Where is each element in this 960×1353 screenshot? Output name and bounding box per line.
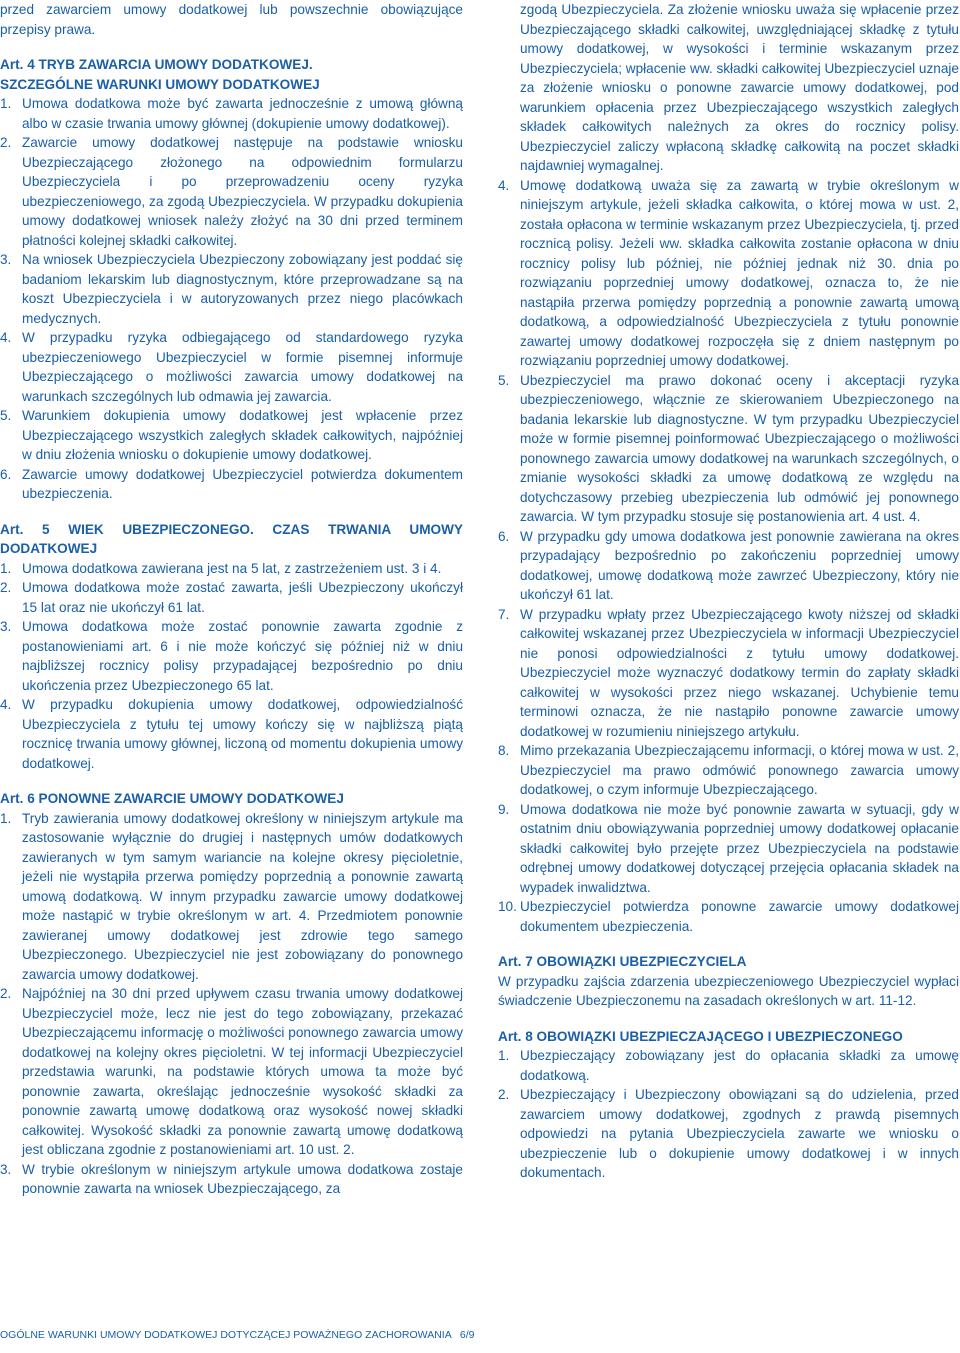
list-item — [498, 1046, 959, 1085]
list-item — [0, 328, 463, 406]
item-text: Na wniosek Ubezpieczyciela Ubezpieczony zobowiązany jest poddać się badaniom lekarskim lub diagnostycznym, które przeprowadzane są na koszt Ubezpieczyciela i w autoryzowanych przez niego placówkach medycznych. — [22, 252, 463, 326]
item-number: 6. — [0, 466, 12, 482]
list-item — [498, 371, 959, 527]
item-text: Tryb zawierania umowy dodatkowej określony w niniejszym artykule ma zastosowanie wyłącznie do drugiej i następnych umów dodatkowych zawieranych w tym samym wariancie na kolejne okresy pięcioletnie, jeżeli nie wystąpiła przerwa pomiędzy poprzednią a ponownie zawartą umową dodatkową. W innym przypadku zawarcie umowy dodatkowej może nastąpić w trybie określonym w art. 4. Przedmiotem ponownie zawieranej umowy dodatkowej jest zdrowie tego samego Ubezpieczonego. Ubezpieczyciel nie jest zobowiązany do ponownego zawarcia umowy dodatkowej. — [22, 810, 463, 982]
item-number: 1. — [498, 1048, 510, 1063]
item-number: 5. — [498, 372, 510, 388]
list-item — [0, 809, 463, 985]
item-number: 2. — [498, 1087, 510, 1102]
article-4-list — [0, 94, 463, 504]
item-number: 1. — [0, 560, 12, 576]
article-7 — [498, 952, 959, 1011]
item-number: 10. — [498, 899, 517, 914]
item-text: Ubezpieczyciel potwierdza ponowne zawarcie umowy dodatkowej dokumentem ubezpieczenia. — [520, 899, 959, 934]
item-text: W przypadku gdy umowa dodatkowa jest ponownie zawierana na okres przypadający bezpośrednio po zakończeniu poprzedniej umowy dodatkowej, umowę dodatkową może zawrzeć Ubezpieczony, który nie ukończył 61 lat. — [520, 528, 959, 602]
list-item — [0, 465, 463, 504]
item-number: 4. — [0, 697, 12, 712]
item-number: 8. — [498, 743, 510, 758]
item-text: W przypadku wpłaty przez Ubezpieczającego kwoty niższej od składki całkowitej wskazanej przez Ubezpieczyciela w informacji Ubezpieczyciel nie ponosi odpowiedzialności z tytułu umowy dodatkowej. Ubezpieczyciel może wyznaczyć dodatkowy termin do zapłaty składki całkowitej w wysokości przez niego wskazanej. Uchybienie temu terminowi oznacza, że nie nastąpiło ponowne zawarcie umowy dodatkowej w rozumieniu niniejszego artykułu. — [520, 606, 959, 739]
article-4-heading: Art. 4 TRYB ZAWARCIA UMOWY DODATKOWEJ. — [0, 57, 313, 72]
list-item — [0, 94, 463, 133]
item-text: zgodą Ubezpieczyciela. Za złożenie wniosku uważa się wpłacenie przez Ubezpieczającego składki całkowitej, uwzględniającej składkę z tytułu umowy dodatkowej, w wysokości i terminie wskazanym przez Ubezpieczyciela; wpłacenie ww. składki całkowitej Ubezpieczyciel uznaje za złożenie wniosku o ponowne zawarcie umowy dodatkowej, pod warunkiem opłacenia przez Ubezpieczającego wszystkich zaległych składek całkowitych należnych za okres do rocznicy polisy. Ubezpieczyciel zaliczy wpłaconą składkę całkowitą na poczet składki najdawniej wymagalnej. — [520, 2, 959, 173]
article-5-list — [0, 559, 463, 774]
item-number: 1. — [0, 810, 12, 826]
left-column — [0, 0, 463, 1199]
intro-paragraph: przed zawarciem umowy dodatkowej lub powszechnie obowiązujące przepisy prawa. — [0, 2, 463, 37]
item-text: Ubezpieczający i Ubezpieczony obowiązani są do udzielenia, przed zawarciem umowy dodatkowej, zgodnych z prawdą pisemnych odpowiedzi na pytania Ubezpieczyciela zawarte we wniosku o ubezpieczenie lub o dokupienie umowy dodatkowej i w innych dokumentach. — [520, 1087, 959, 1180]
list-item-continuation — [498, 0, 959, 176]
item-number: 2. — [0, 135, 12, 150]
list-item — [498, 800, 959, 898]
article-4 — [0, 55, 463, 504]
item-text: Umowa dodatkowa nie może być ponownie zawarta w sytuacji, gdy w ostatnim dniu obowiązywania poprzedniej umowy dodatkowej opłacanie składki całkowitej było przejęte przez Ubezpieczyciela na podstawie odrębnej umowy dodatkowej dotyczącej przejęcia opłacania składek na wypadek inwalidztwa. — [520, 801, 959, 895]
item-text: Warunkiem dokupienia umowy dodatkowej jest wpłacenie przez Ubezpieczającego wszystkich zaległych składek całkowitych, najpóźniej w dniu złożenia wniosku o dokupienie umowy dodatkowej. — [22, 408, 463, 462]
item-text: Umowę dodatkową uważa się za zawartą w trybie określonym w niniejszym artykule, jeżeli składka całkowita, o której mowa w ust. 2, została opłacona w terminie wskazanym przez Ubezpieczyciela, tj. przed rocznicą polisy. Jeżeli ww. składka całkowita zostanie opłacona w dniu rocznicy polisy lub później, nie później jednak niż 30. dnia po rozwiązaniu poprzedniej umowy dodatkowej, oznacza to, że nie nastąpiła przerwa pomiędzy poprzednią a ponownie zawartą umową dodatkową, a odpowiedzialność Ubezpieczyciela z tytułu ponownie zawartej umowy dodatkowej rozpoczęła się z dniem następnym po rozwiązaniu poprzedniej umowy dodatkowej. — [520, 177, 959, 368]
list-item — [0, 617, 463, 695]
article-6-heading: Art. 6 PONOWNE ZAWARCIE UMOWY DODATKOWEJ — [0, 791, 344, 806]
item-number: 5. — [0, 408, 12, 423]
item-text: Umowa dodatkowa może być zawarta jednocześnie z umową główną albo w czasie trwania umowy głównej (dokupienie umowy dodatkowej). — [22, 96, 463, 131]
page-footer: OGÓLNE WARUNKI UMOWY DODATKOWEJ DOTYCZĄCEJ POWAŻNEGO ZACHOROWANIA 6/9 — [0, 1329, 475, 1341]
article-7-text: W przypadku zajścia zdarzenia ubezpieczeniowego Ubezpieczyciel wypłaci świadczenie Ubezpieczonemu na zasadach określonych w art. 11-12. — [498, 973, 959, 1008]
item-text: Ubezpieczający zobowiązany jest do opłacania składki za umowę dodatkową. — [520, 1048, 959, 1083]
list-item — [498, 605, 959, 742]
list-item — [0, 559, 463, 579]
list-item — [0, 250, 463, 328]
list-item — [498, 897, 959, 936]
item-text: Zawarcie umowy dodatkowej Ubezpieczyciel potwierdza dokumentem ubezpieczenia. — [22, 466, 463, 501]
item-text: W trybie określonym w niniejszym artykule umowa dodatkowa zostaje ponownie zawarta na wniosek Ubezpieczającego, za — [22, 1161, 463, 1196]
item-text: Mimo przekazania Ubezpieczającemu informacji, o której mowa w ust. 2, Ubezpieczyciel ma prawo odmówić ponownego zawarcia umowy dodatkowej, o czym informuje Ubezpieczającego. — [520, 743, 959, 797]
list-item — [498, 741, 959, 800]
item-number: 6. — [498, 528, 510, 544]
item-text: Najpóźniej na 30 dni przed upływem czasu trwania umowy dodatkowej Ubezpieczyciel może, lecz nie jest do tego zobowiązany, przekazać Ubezpieczającemu informację o możliwości ponownego zawarcia umowy dodatkowej na kolejny okres pięcioletni. W tej informacji Ubezpieczyciel przedstawia warunki, na podstawie których umowa ta może być ponownie zawarta, określając jednocześnie wysokość składki za ponownie zawartą umowę dodatkową oraz wysokość nowej składki całkowitej. Wysokość składki za ponownie zawartą umowę dodatkową jest obliczana zgodnie z postanowieniami art. 10 ust. 2. — [22, 986, 463, 1157]
article-5-heading: Art. 5 WIEK UBEZPIECZONEGO. CZAS TRWANIA UMOWY DODATKOWEJ — [0, 521, 463, 556]
item-text: Umowa dodatkowa może zostać zawarta, jeśli Ubezpieczony ukończył 15 lat oraz nie ukończył 61 lat. — [22, 580, 463, 615]
item-number: 9. — [498, 801, 510, 817]
item-text: W przypadku dokupienia umowy dodatkowej, odpowiedzialność Ubezpieczyciela z tytułu tej umowy kończy się w najbliższą piątą rocznicę trwania umowy głównej, liczoną od momentu dokupienia umowy dodatkowej. — [22, 697, 463, 771]
article-6-list-continued — [498, 176, 959, 937]
article-5 — [0, 520, 463, 774]
item-number: 3. — [0, 619, 12, 634]
item-number: 2. — [0, 986, 12, 1001]
item-number: 4. — [498, 177, 510, 193]
list-item — [0, 1160, 463, 1199]
item-number: 3. — [0, 252, 12, 267]
list-item — [0, 984, 463, 1160]
article-6 — [0, 789, 463, 1199]
article-8 — [498, 1027, 959, 1183]
article-7-heading: Art. 7 OBOWIĄZKI UBEZPIECZYCIELA — [498, 954, 747, 969]
article-6-list — [0, 809, 463, 1199]
list-item — [498, 1085, 959, 1183]
article-4-subheading: SZCZEGÓLNE WARUNKI UMOWY DODATKOWEJ — [0, 76, 320, 92]
item-text: Umowa dodatkowa zawierana jest na 5 lat, z zastrzeżeniem ust. 3 i 4. — [22, 560, 442, 576]
item-text: Umowa dodatkowa może zostać ponownie zawarta zgodnie z postanowieniami art. 6 i nie może kończyć się później niż w dniu najbliższej rocznicy polisy przypadającej bezpośrednio po dniu ukończenia przez Ubezpieczonego 65 lat. — [22, 619, 463, 693]
item-text: Zawarcie umowy dodatkowej następuje na podstawie wniosku Ubezpieczającego złożonego na odpowiednim formularzu Ubezpieczyciela i po przeprowadzeniu oceny ryzyka ubezpieczeniowego, za zgodą Ubezpieczyciela. W przypadku dokupienia umowy dodatkowej wniosek należy złożyć na 30 dni przed terminem płatności kolejnej składki całkowitej. — [22, 135, 463, 248]
list-item — [498, 176, 959, 371]
item-number: 1. — [0, 96, 12, 111]
list-item — [0, 578, 463, 617]
item-number: 7. — [498, 606, 510, 622]
right-column — [498, 0, 959, 1183]
list-item — [0, 406, 463, 465]
item-number: 4. — [0, 330, 12, 345]
article-8-heading: Art. 8 OBOWIĄZKI UBEZPIECZAJĄCEGO I UBEZPIECZONEGO — [498, 1028, 903, 1044]
article-8-list — [498, 1046, 959, 1183]
item-number: 3. — [0, 1161, 12, 1177]
list-item — [498, 527, 959, 605]
list-item — [0, 695, 463, 773]
item-number: 2. — [0, 580, 12, 595]
item-text: W przypadku ryzyka odbiegającego od standardowego ryzyka ubezpieczeniowego Ubezpieczyciel w formie pisemnej informuje Ubezpieczającego o możliwości zawarcia umowy dodatkowej na warunkach szczególnych lub odmawia jej zawarcia. — [22, 330, 463, 404]
item-text: Ubezpieczyciel ma prawo dokonać oceny i akceptacji ryzyka ubezpieczeniowego, włącznie ze skierowaniem Ubezpieczonego na badania lekarskie lub diagnostyczne. W tym przypadku Ubezpieczyciel może w formie pisemnej poinformować Ubezpieczającego o możliwości ponownego zawarcia umowy dodatkowej na warunkach szczególnych, o zmianie wysokości składki za umowę dodatkową ze względu na dotychczasowy przebieg ubezpieczenia lub odmówić jej ponownego zawarcia. W tym przypadku stosuje się postanowienia art. 4 ust. 4. — [520, 372, 959, 524]
list-item — [0, 133, 463, 250]
